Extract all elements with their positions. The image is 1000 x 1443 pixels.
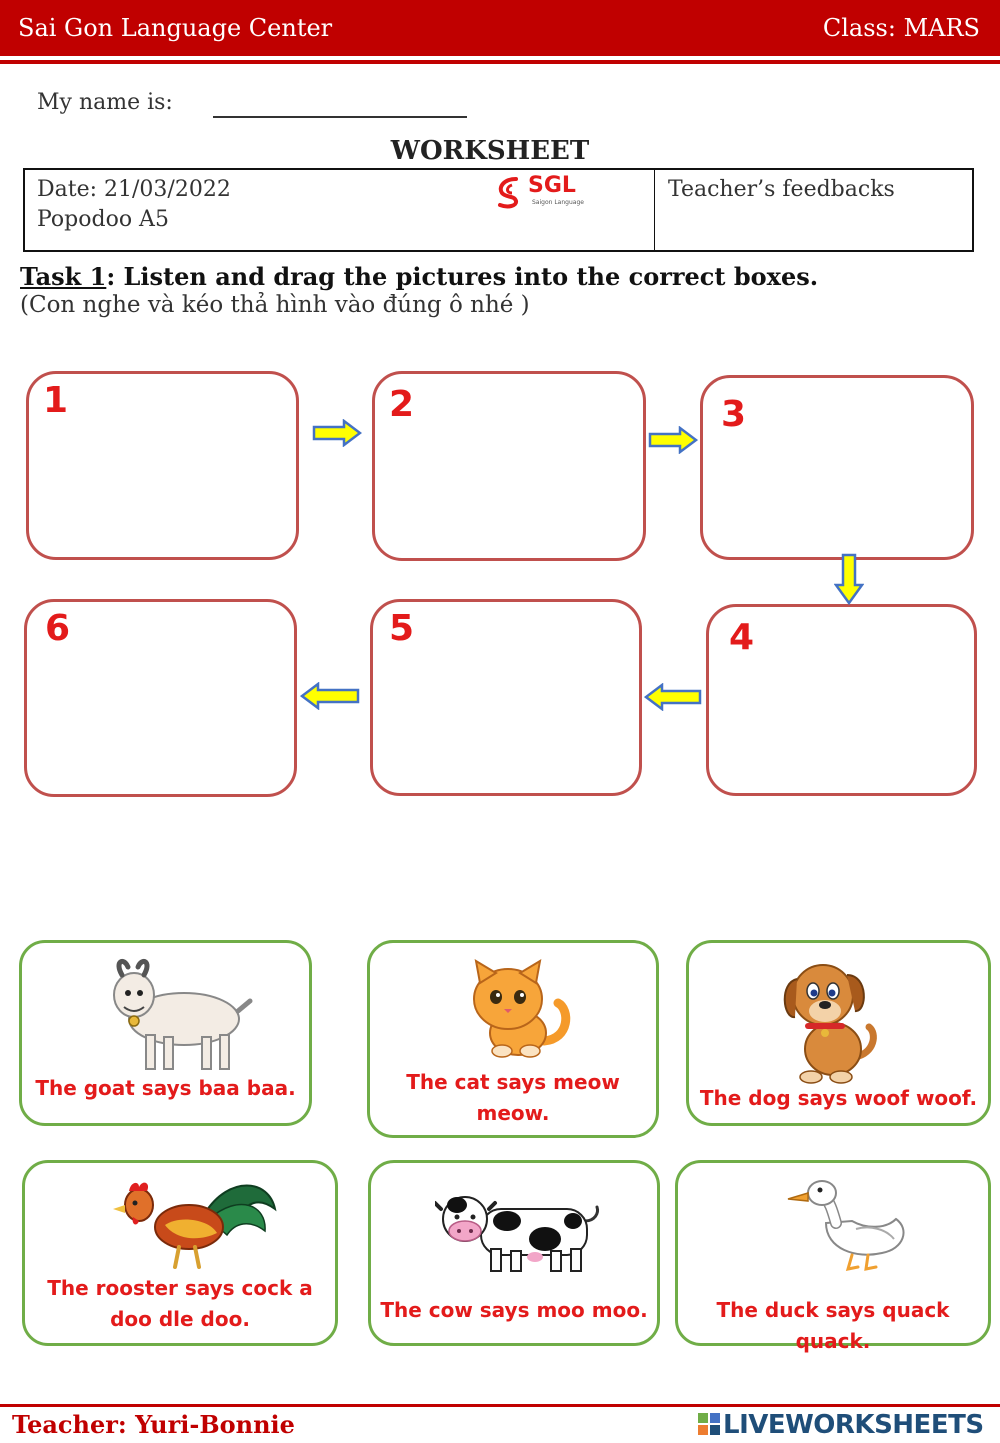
card-duck[interactable] (675, 1160, 991, 1353)
card-rooster[interactable] (22, 1160, 338, 1346)
center-name: Sai Gon Language Center (18, 14, 333, 42)
arrow-left-icon (300, 682, 360, 710)
sgl-logo (494, 175, 594, 209)
drop-box-number: 4 (729, 617, 755, 658)
drop-box-1[interactable] (26, 371, 299, 560)
arrow-right-icon (312, 419, 362, 447)
goat-icon (94, 955, 254, 1079)
task-instruction: : Listen and drag the pictures into the correct boxes. (106, 262, 819, 291)
card-caption: The dog says woof woof. (699, 1086, 978, 1110)
cow-icon (435, 1191, 605, 1275)
rooster-icon (109, 1175, 279, 1269)
card-caption: The duck says quack quack. (716, 1298, 950, 1353)
card-goat[interactable] (19, 940, 312, 1126)
drop-box-number: 1 (43, 380, 69, 421)
drop-box-number: 6 (45, 608, 71, 649)
drop-box-4[interactable] (706, 604, 977, 796)
drop-box-2[interactable] (372, 371, 646, 561)
card-dog[interactable] (686, 940, 991, 1126)
drop-box-number: 3 (721, 394, 747, 435)
duck-icon (786, 1179, 910, 1271)
header-divider (0, 60, 1000, 64)
task-translation: (Con nghe và kéo thả hình vào đúng ô nhé ) (20, 292, 530, 318)
drop-box-number: 2 (389, 384, 415, 425)
card-caption: The goat says baa baa. (35, 1076, 296, 1100)
task-label: Task 1 (20, 262, 107, 291)
sgl-logo-icon (494, 175, 524, 209)
arrow-left-icon (644, 683, 702, 711)
liveworksheets-text: LIVEWORKSHEETS (723, 1410, 984, 1440)
drop-box-number: 5 (389, 608, 415, 649)
arrow-right-icon (648, 426, 698, 454)
sgl-logo-text: SGL (528, 173, 576, 198)
teacher-name: Teacher: Yuri-Bonnie (12, 1410, 295, 1439)
date-text: Date: 21/03/2022 (37, 177, 231, 202)
name-label: My name is: (37, 90, 173, 115)
sgl-logo-subtext: Saigon Language (532, 199, 584, 206)
liveworksheets-icon (698, 1413, 720, 1435)
card-caption: The cow says moo moo. (380, 1298, 648, 1322)
info-table-divider (654, 168, 655, 252)
header-bar (0, 0, 1000, 56)
drop-box-5[interactable] (370, 599, 642, 796)
card-caption: The rooster says cock a doo dle doo. (47, 1276, 313, 1331)
feedback-label: Teacher’s feedbacks (668, 177, 895, 202)
drop-box-6[interactable] (24, 599, 297, 797)
name-input[interactable] (213, 116, 467, 118)
drop-box-3[interactable] (700, 375, 974, 560)
card-cow[interactable] (368, 1160, 660, 1346)
cat-icon (458, 959, 574, 1059)
arrow-down-icon (834, 553, 864, 605)
class-label: Class: MARS (822, 14, 980, 42)
page-title: WORKSHEET (390, 136, 590, 166)
dog-icon (775, 949, 885, 1087)
book-text: Popodoo A5 (37, 207, 169, 232)
footer-divider (0, 1404, 1000, 1407)
liveworksheets-logo (698, 1410, 984, 1440)
task-title (20, 262, 818, 291)
card-cat[interactable] (367, 940, 659, 1138)
card-caption: The cat says meow meow. (406, 1070, 620, 1125)
